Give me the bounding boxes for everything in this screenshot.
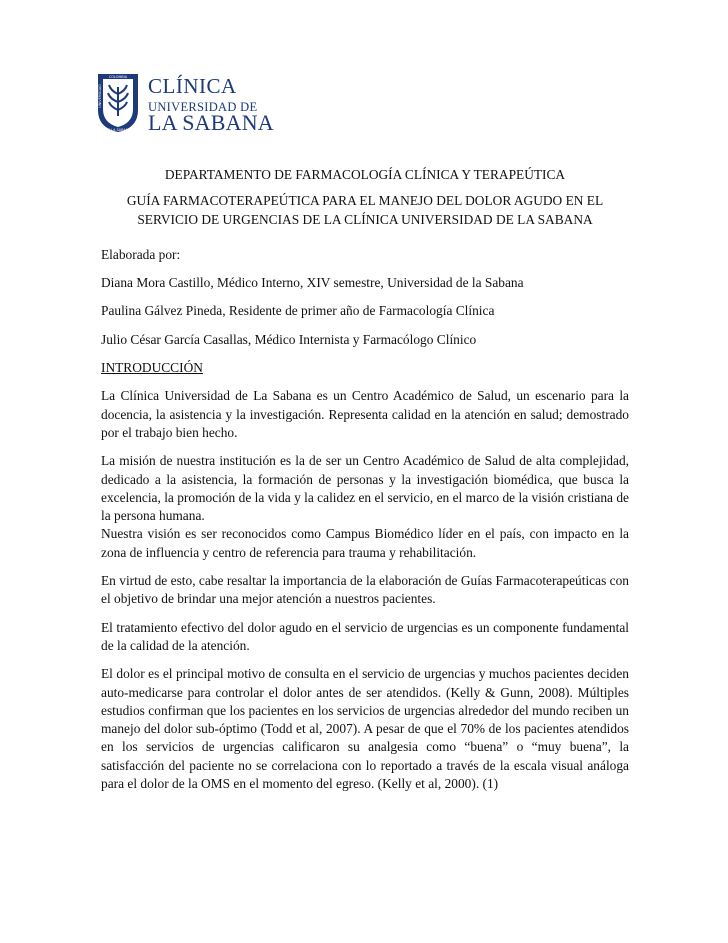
department-heading: DEPARTAMENTO DE FARMACOLOGÍA CLÍNICA Y TERAPEÚTICA (164, 167, 566, 182)
logo-line-clinica: CLÍNICA (148, 74, 237, 98)
shield-top-text: COLOMBIA (108, 75, 128, 79)
shield-left-text: UNIVERSIDAD (97, 84, 102, 108)
paragraph: El tratamiento efectivo del dolor agudo en el servicio de urgencias es un componente fundamental de la calidad de la atención. (101, 619, 629, 653)
clinic-logo (96, 68, 274, 138)
introduction-heading: INTRODUCCIÓN (101, 360, 203, 376)
document-body (101, 166, 629, 803)
guide-title (101, 192, 629, 229)
author-line: Julio César García Casallas, Médico Internista y Farmacólogo Clínico (101, 331, 477, 347)
shield-bottom-text: DE LA SABANA (105, 128, 131, 132)
guide-title-line-1: GUÍA FARMACOTERAPEÚTICA PARA EL MANEJO DEL DOLOR AGUDO EN EL (126, 193, 604, 209)
paragraph: En virtud de esto, cabe resaltar la importancia de la elaboración de Guías Farmacoterapeúticas con el objetivo de brindar una mejor atención a nuestros pacientes. (101, 573, 629, 607)
paragraph: La misión de nuestra institución es la de ser un Centro Académico de Salud de alta complejidad, dedicado a la asistencia, la formación de personas y la investigación biomédica, que busca la excelencia, la promoción de la vida y la calidez en el servicio, en el marco de la visión cristiana de la persona humana. (101, 453, 629, 524)
author-line: Diana Mora Castillo, Médico Interno, XIV semestre, Universidad de la Sabana (101, 275, 524, 291)
logo-line-la-sabana: LA SABANA (148, 110, 274, 135)
prepared-by-label: Elaborada por: (101, 246, 181, 262)
guide-title-line-2: SERVICIO DE URGENCIAS DE LA CLÍNICA UNIVERSIDAD DE LA SABANA (137, 211, 593, 227)
paragraph: La Clínica Universidad de La Sabana es un Centro Académico de Salud, un escenario para la docencia, la asistencia y la investigación. Representa calidad en la atención en salud; demostrado por el trabajo bien hecho. (101, 388, 629, 440)
shield-icon (96, 72, 140, 134)
author-line: Paulina Gálvez Pineda, Residente de primer año de Farmacología Clínica (101, 303, 495, 319)
logo-line-universidad: UNIVERSIDAD DE (148, 100, 258, 114)
paragraph: El dolor es el principal motivo de consulta en el servicio de urgencias y muchos pacientes deciden auto-medicarse para controlar el dolor antes de ser atendidos. (Kelly & Gunn, 2008). Múltiples estudios confirman que los pacientes en los servicios de urgencias alrededor del mundo reciben un manejo del dolor sub-óptimo (Todd et al, 2007). A pesar de que el 70% de los pacientes atendidos en los servicios de urgencias calificaron su analgesia como “buena” o “muy buena”, la satisfacción del paciente no se correlaciona con lo reportado a través de la escala visual análoga para el dolor de la OMS en el momento del egreso. (Kelly et al, 2000). (1) (101, 666, 629, 792)
paragraph: Nuestra visión es ser reconocidos como Campus Biomédico líder en el país, con impacto en la zona de influencia y centro de referencia para trauma y rehabilitación. (101, 526, 629, 560)
